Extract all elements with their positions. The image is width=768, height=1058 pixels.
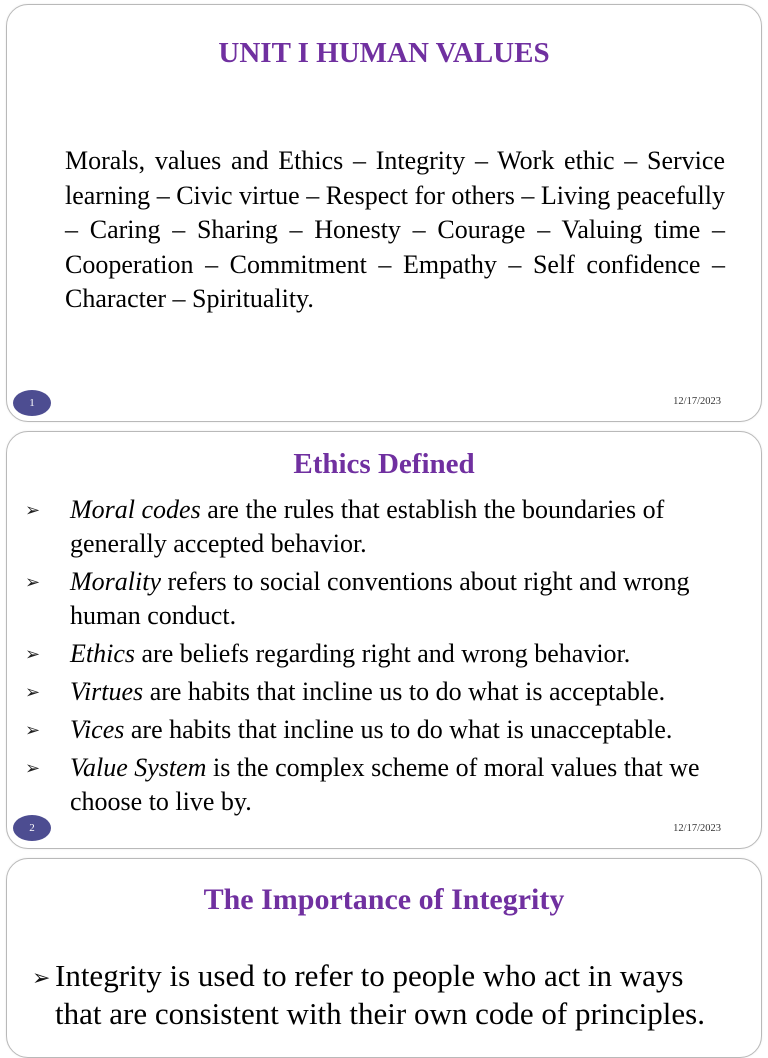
list-item bbox=[7, 957, 761, 1033]
definition: are the rules that establish the boundaries of generally accepted behavior. bbox=[70, 495, 665, 558]
slide-title: UNIT I HUMAN VALUES bbox=[218, 37, 550, 69]
bullet-list bbox=[7, 957, 761, 1033]
definition: refers to social conventions about right and wrong human conduct. bbox=[70, 567, 690, 630]
list-item bbox=[7, 565, 761, 633]
list-item bbox=[7, 637, 761, 671]
slide-1 bbox=[6, 4, 762, 422]
term: Value System bbox=[70, 753, 207, 782]
arrow-bullet-icon: ➢ bbox=[25, 644, 41, 664]
slide-date: 12/17/2023 bbox=[673, 823, 721, 834]
term: Vices bbox=[70, 715, 125, 744]
term: Virtues bbox=[70, 677, 144, 706]
slide-title: Ethics Defined bbox=[293, 448, 475, 480]
list-item bbox=[7, 713, 761, 747]
page-number-badge: 1 bbox=[13, 390, 51, 416]
term: Morality bbox=[70, 567, 161, 596]
arrow-bullet-icon: ➢ bbox=[32, 965, 51, 990]
topics-paragraph: Morals, values and Ethics – Integrity – Work ethic – Service learning – Civic virtue – Respect for others – Living peacefully – Caring – Sharing – Honesty – Courage – Valuing time – Cooperation – Commitment – Empathy – Self confidence – Character – Spirituality. bbox=[65, 146, 725, 313]
list-item bbox=[7, 493, 761, 561]
list-item bbox=[7, 675, 761, 709]
slide-date: 12/17/2023 bbox=[673, 396, 721, 407]
page-number-badge: 2 bbox=[13, 815, 51, 841]
bullet-text: Integrity is used to refer to people who act in ways that are consistent with their own code of principles. bbox=[55, 958, 705, 1031]
bullet-list bbox=[7, 493, 761, 819]
list-item bbox=[7, 751, 761, 819]
arrow-bullet-icon: ➢ bbox=[25, 572, 41, 592]
slide-2 bbox=[6, 431, 762, 849]
arrow-bullet-icon: ➢ bbox=[25, 758, 41, 778]
definition: is the complex scheme of moral values that we choose to live by. bbox=[70, 753, 700, 816]
definition: are beliefs regarding right and wrong behavior. bbox=[135, 639, 631, 668]
term: Moral codes bbox=[70, 495, 201, 524]
arrow-bullet-icon: ➢ bbox=[25, 500, 41, 520]
slide-title: The Importance of Integrity bbox=[203, 883, 565, 916]
definition: are habits that incline us to do what is acceptable. bbox=[143, 677, 666, 706]
arrow-bullet-icon: ➢ bbox=[25, 720, 41, 740]
slide-3 bbox=[6, 858, 762, 1058]
term: Ethics bbox=[70, 639, 135, 668]
arrow-bullet-icon: ➢ bbox=[25, 682, 41, 702]
definition: are habits that incline us to do what is unacceptable. bbox=[124, 715, 673, 744]
